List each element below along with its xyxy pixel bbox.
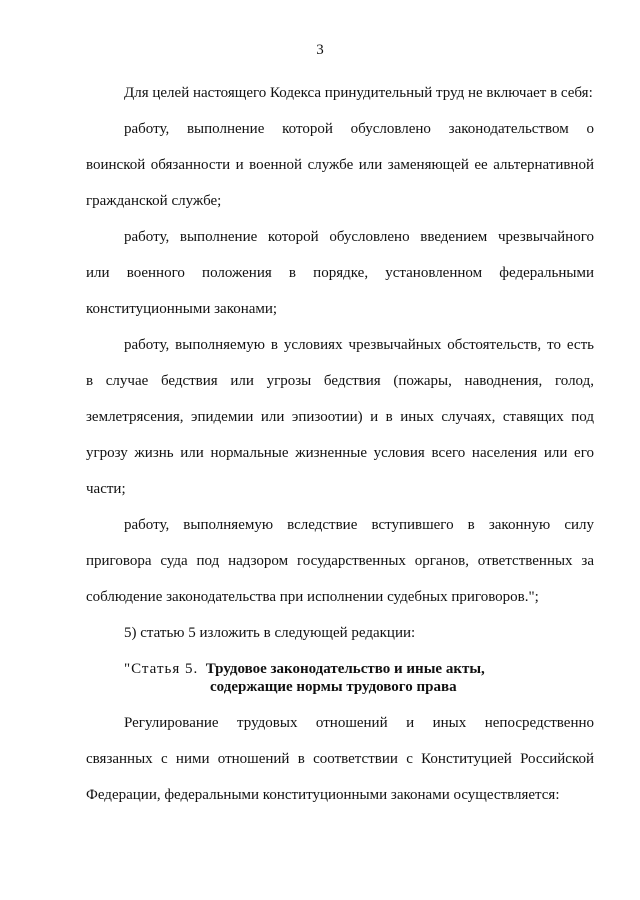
page-number: 3: [316, 42, 324, 58]
paragraph-line: работу, выполняемую в условиях чрезвычайных обстоятельств, то есть: [124, 337, 594, 353]
paragraph-line: приговора суда под надзором государственных органов, ответственных за: [86, 553, 594, 569]
paragraph-line: Для целей настоящего Кодекса принудительный труд не включает в себя:: [124, 85, 593, 101]
article-title: Трудовое законодательство и иные акты,: [205, 661, 485, 677]
article-title-continued: содержащие нормы трудового права: [210, 679, 457, 695]
paragraph-line: землетрясения, эпидемии или эпизоотии) и в иных случаях, ставящих под: [86, 409, 594, 425]
paragraph-line: воинской обязанности и военной службе или заменяющей ее альтернативной: [86, 157, 594, 173]
paragraph-line: конституционными законами;: [86, 301, 278, 317]
paragraph-line: гражданской службе;: [86, 193, 222, 209]
paragraph-line: работу, выполнение которой обусловлено введением чрезвычайного: [124, 229, 594, 245]
article-number: "Статья 5.: [124, 661, 199, 677]
paragraph-line: части;: [86, 481, 126, 497]
paragraph-line: работу, выполнение которой обусловлено законодательством о: [124, 121, 594, 137]
paragraph-line: соблюдение законодательства при исполнении судебных приговоров.";: [86, 589, 539, 605]
paragraph-line: 5) статью 5 изложить в следующей редакции:: [124, 625, 416, 641]
paragraph-line: угрозу жизнь или нормальные жизненные условия всего населения или его: [86, 445, 594, 461]
article-heading: [124, 660, 485, 678]
paragraph-line: в случае бедствия или угрозы бедствия (пожары, наводнения, голод,: [86, 373, 594, 389]
paragraph-line: Федерации, федеральными конституционными законами осуществляется:: [86, 787, 560, 803]
paragraph-line: Регулирование трудовых отношений и иных непосредственно: [124, 715, 594, 731]
paragraph-line: связанных с ними отношений в соответствии с Конституцией Российской: [86, 751, 594, 767]
paragraph-line: или военного положения в порядке, установленном федеральными: [86, 265, 594, 281]
paragraph-line: работу, выполняемую вследствие вступившего в законную силу: [124, 517, 594, 533]
